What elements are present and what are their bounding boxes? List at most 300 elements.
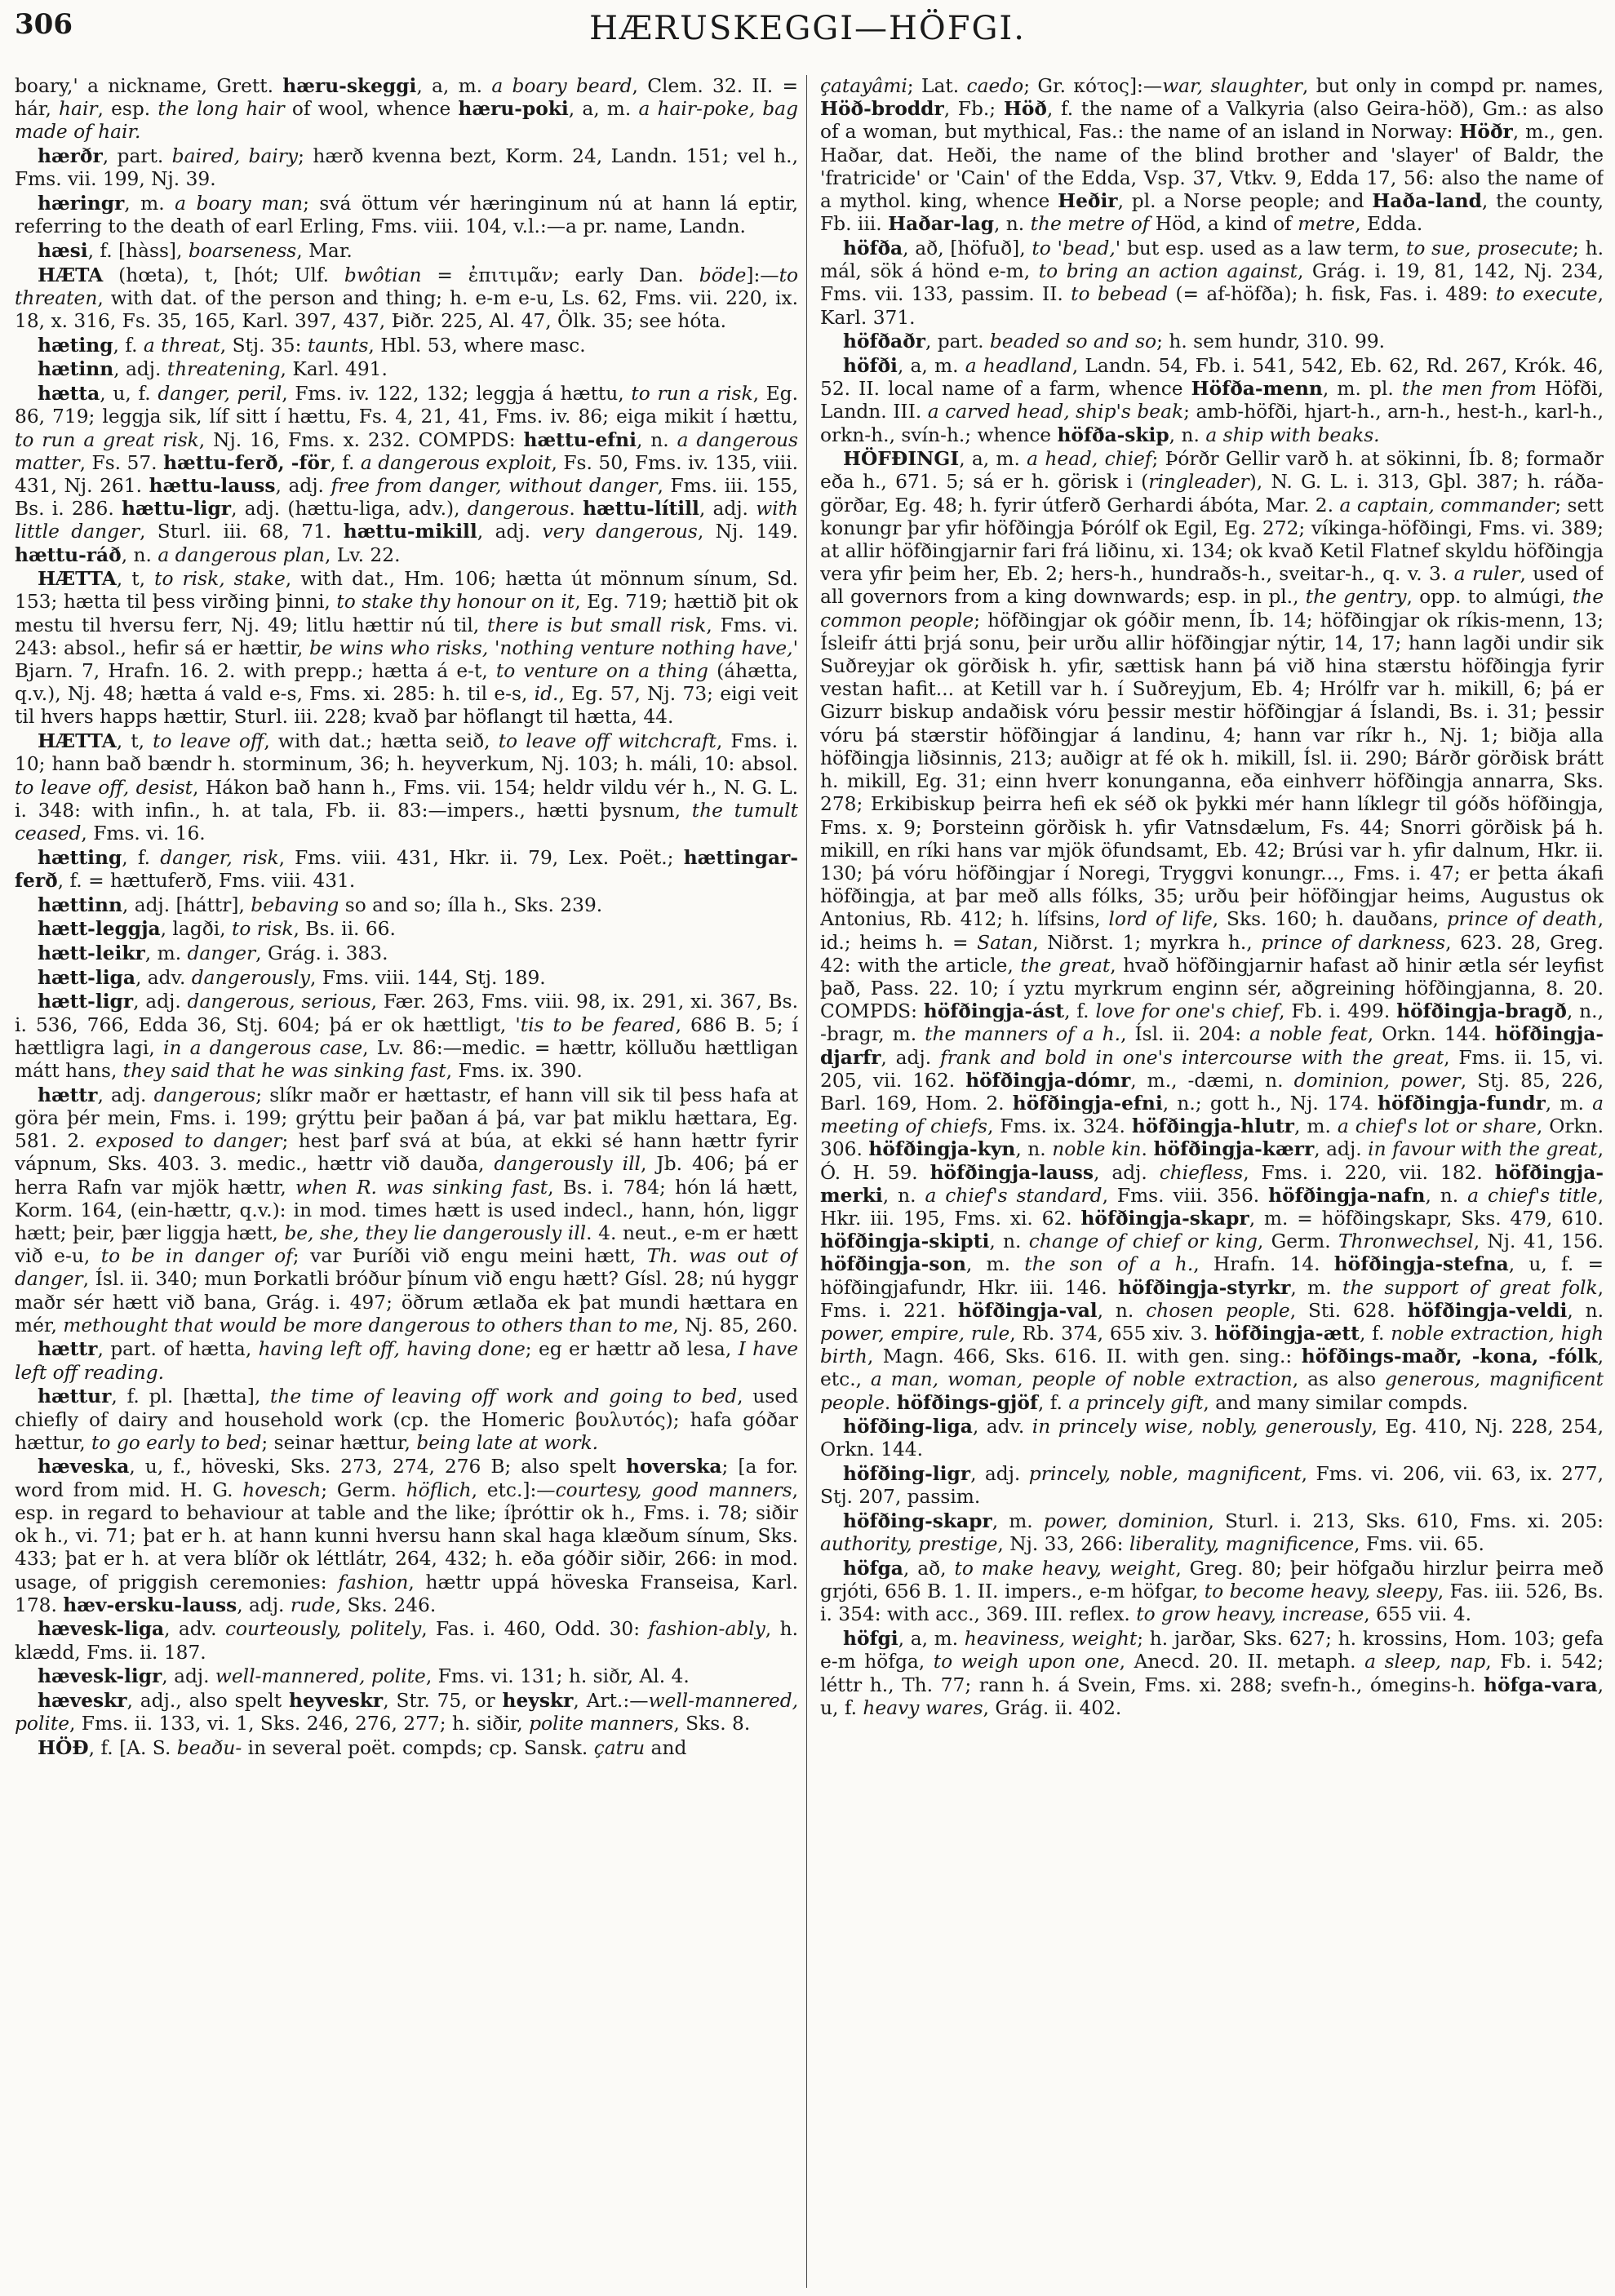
gloss-text: beaded so and so [989,330,1157,353]
entry-text: , adj. [1094,1161,1160,1184]
gloss-text: a hair-poke, bag made of hair. [15,98,798,144]
gloss-text: danger, risk [160,846,279,869]
dictionary-entry [820,237,1604,330]
column-divider [806,75,807,2288]
gloss-text: free from danger, without danger [331,474,658,497]
gloss-text: beaðu- [176,1736,242,1759]
entry-text: , 623. 28, Greg. 42: with the article, [820,931,1604,977]
gloss-text: hovesch [242,1478,322,1501]
entry-text: , m. [1293,1115,1338,1138]
gloss-text: a chief's lot or share [1337,1115,1537,1138]
dictionary-entry [15,1665,798,1688]
gloss-text: lord of life [1108,908,1213,931]
headword: hættr [38,1084,98,1106]
entry-text: , Orkn. 306. [820,1115,1604,1161]
gloss-text: baired, bairy [171,145,299,168]
headword: hættingar-ferð [15,846,798,892]
entry-text: , used chiefly of dairy and household work (cp. the Homeric βουλυτός); hafa góðar hættur, [15,1385,798,1454]
dictionary-entry [15,383,798,567]
entry-text: , m. = höfðingskapr, Sks. 479, 610. [1249,1207,1604,1230]
entry-text: , Hkr. iii. 195, Fms. xi. 62. [820,1184,1604,1230]
gloss-text: generous, magnificent people [820,1368,1604,1414]
entry-text: , with dat., Hm. 106; hætta út mönnum sínum, Sd. 153; hætta til þess virðing þinni, [15,568,798,614]
dictionary-entry [15,1456,798,1616]
entry-text: , Ísl. ii. 340; mun Þorkatli bróður þínum við engu hætt? Gísl. 28; nú hyggr maðr sér hætt við bana, Grág. i. 497; öðrum ætlaða ek þat mundi hættara en mér, [15,1268,798,1336]
headword: hæveska [38,1456,130,1478]
entry-text: , Landn. 54, Fb. i. 541, 542, Eb. 62, Rd. 267, Krók. 46, 52. II. local name of a farm, whence [820,354,1604,401]
entry-text: , adj. [275,474,331,497]
gloss-text: a sleep, nap [1364,1651,1486,1673]
headword: höfðingja-hlutr [1131,1115,1294,1138]
entry-text: , pl. a Norse people; and [1117,190,1373,213]
headword: höfðingja-merki [820,1161,1604,1207]
gloss-text: dangerous, serious [187,991,371,1013]
gloss-text: danger [187,942,256,965]
entry-text: , Fms. viii. 356. [1102,1184,1269,1207]
gloss-text: rude [290,1593,335,1616]
dictionary-entry [15,1385,798,1455]
gloss-text: Thronwechsel [1338,1230,1474,1253]
headword: HÆTTA [38,730,117,753]
gloss-text: id. [534,683,559,706]
gloss-text: a princely gift [1068,1391,1204,1414]
gloss-text: love for one's chief [1095,1000,1280,1023]
headword: höfðing-ligr [843,1463,971,1486]
headword: hoverska [626,1456,722,1478]
gloss-text: power, empire, rule [820,1322,1010,1345]
entry-text: , a, m. [898,1628,965,1651]
entry-text: , n. [1015,1138,1053,1161]
gloss-text: höflich [406,1478,472,1501]
headword: HÆTTA [38,568,117,591]
entry-text: , Str. 75, or [383,1690,503,1713]
entry-text: (hœta), t, [hót; Ulf. [103,264,344,286]
entry-text: , að, [903,1558,955,1580]
headword: höfðingja-skipti [820,1230,990,1253]
gloss-text: well-mannered, polite [15,1690,798,1735]
headword: hætting [38,846,122,869]
entry-text: , Hrafn. 14. [1193,1253,1334,1276]
gloss-text: danger, peril [158,383,282,406]
entry-text: , adj. [97,1084,154,1106]
entry-text: , Sks. 8. [673,1713,751,1735]
headword: hættur [38,1385,112,1408]
headword: hætt-liga [38,966,135,989]
entry-text: (áhætta, q.v.), Nj. 48; hætta á vald e-s, Fms. xi. 285: h. til e-s, [15,660,798,706]
entry-text: , m., gen. Haðar, dat. Heði, the name of the blind brother and 'slayer' of Baldr, the 'fratricide' or 'Cain' of the Edda, Vsp. 37, Vtkv. 9, Edda 17, 56: also the name of a mythol. king, whence [820,121,1604,213]
headword: hættu-lítill [583,498,699,521]
dictionary-entry [15,335,798,357]
entry-text: ; Lat. [907,75,967,97]
gloss-text: liberality, magnificence [1129,1533,1355,1556]
gloss-text: being late at work. [416,1431,598,1454]
headword: HÖFÐINGI [843,448,960,471]
entry-text: , and many similar compds. [1203,1391,1469,1414]
gloss-text: a boary man [175,193,304,215]
entry-text: , Fms. iv. 122, 132; leggja á hættu, [282,383,632,406]
entry-text: , Art.:— [573,1690,649,1713]
entry-text: , adj., also spelt [126,1690,289,1713]
headword: Höðr [1459,121,1513,144]
entry-text: , f. [1037,1391,1069,1414]
entry-text: , u, f. [100,383,158,406]
gloss-text: a man, woman, people of noble extraction [870,1368,1293,1391]
headword: hæru-skeggi [282,75,417,97]
entry-text: , Fms. ix. 324. [987,1115,1132,1138]
gloss-text: to 'bead,' [1032,237,1121,259]
gloss-text: böde [699,264,747,286]
headword: Höð-broddr [820,98,944,121]
entry-text: , Lv. 22. [324,543,401,566]
headword: hætinn [38,358,114,381]
dictionary-entry [15,75,798,144]
entry-text: , adj. [477,521,543,543]
gloss-text: the support of great folk [1342,1276,1598,1299]
entry-text: , Mar. [296,239,353,262]
headword: höfðings-maðr, -kona, -fólk [1301,1345,1598,1368]
entry-text: , adj. [881,1046,940,1069]
entry-text: , a, m. [897,354,965,377]
entry-text: , h. klædd, Fms. ii. 187. [15,1618,798,1664]
headword: Haðar-lag [888,213,994,236]
gloss-text: a dangerous matter [15,428,798,474]
entry-text: , Clem. 32. II. = hár, [15,75,798,121]
gloss-text: a dangerous plan [158,543,325,566]
entry-text: , adj. (hættu-liga, adv.), [231,498,468,521]
entry-text: , as also [1292,1368,1386,1391]
headword: höfðingja-veldi [1407,1299,1568,1322]
gloss-text: to become heavy, sleepy [1204,1580,1438,1603]
entry-text: , adj. [1314,1138,1369,1161]
entry-text: , lagði, [160,918,232,941]
entry-text: ; hest þarf svá at búa, at ekki sé hann hættr fyrir vápnum, Sks. 403. 3. medic., hættr við dauða, [15,1130,798,1176]
gloss-text: threatening [166,358,281,381]
entry-text: , f. [A. S. [88,1736,177,1759]
headword: höfga [843,1558,903,1580]
dictionary-entry [15,358,798,381]
entry-text: , Rb. 374, 655 xiv. 3. [1009,1322,1215,1345]
headword: hættr [38,1338,98,1361]
gloss-text: Satan [977,931,1033,954]
gloss-text: courtesy, good manners [555,1478,792,1501]
entry-text: . [569,498,583,521]
entry-text: . 4. neut., e-m er hætt við e-u, [15,1221,798,1268]
gloss-text: to run a great risk [15,428,199,451]
right-column [820,75,1604,2296]
gloss-text: courteously, politely [224,1618,422,1641]
headword: hæringr [38,193,125,215]
gloss-text: a meeting of chiefs [820,1092,1604,1138]
left-column [15,75,798,2296]
entry-text: , Sti. 628. [1289,1299,1408,1322]
entry-text: ; Germ. [321,1478,406,1501]
entry-text: in several poët. compds; cp. Sansk. [242,1736,594,1759]
entry-text: ; hærð kvenna bezt, Korm. 24, Landn. 151; vel h., Fms. vii. 199, Nj. 39. [15,145,798,191]
gloss-text: they said that he was sinking fast [122,1060,446,1083]
gloss-text: exposed to danger [95,1130,282,1153]
gloss-text: fashion [338,1571,409,1593]
entry-text: , Eg. 410, Nj. 228, 254, Orkn. 144. [820,1416,1604,1461]
entry-text: boary,' a nickname, Grett. [15,75,283,97]
entry-text: , f. [1064,1000,1096,1023]
headword: hætt-leikr [38,942,145,965]
headword: heyskr [502,1690,574,1713]
gloss-text: the time of leaving off work and going to bed [270,1385,738,1408]
gloss-text: dominion, power [1293,1069,1461,1092]
gloss-text: to leave off [153,730,264,753]
headword: höfðingja-efni [1012,1092,1163,1115]
entry-text: , Bs. ii. 66. [293,918,396,941]
dictionary-entry [15,847,798,893]
entry-text: , Sks. 160; h. dauðans, [1212,908,1447,931]
headword: hæting [38,334,113,357]
entry-text: , að, [höfuð], [903,237,1032,259]
entry-text: , Fms. i. 220, vii. 182. [1243,1161,1495,1184]
entry-text: , m. pl. [1322,378,1402,401]
entry-text: , Fms. vi. 131; h. siðr, Al. 4. [425,1665,690,1688]
headword: höfðingja-stefna [1333,1253,1509,1276]
headword: höfðingja-bragð [1396,1000,1567,1023]
entry-text: , esp. in regard to behaviour at table and the like; íþróttir ok h., Fms. i. 78; siðir ok h., vi. 71; þat er h. at hann kunni hversu hann skal haga klæðum sínum, Sks. 433; þat er h. at vera blíðr ok léttlátr, 264, 432; h. eða góðir siðir, 266: in mod. usage, of priggish ceremonies: [15,1478,798,1593]
entry-text: , m. [144,942,188,965]
entry-text: , u, f. = höfðingjafundr, Hkr. iii. 146. [820,1253,1604,1299]
entry-text: Höfði, Landn. III. [820,378,1604,423]
entry-text: , Fms. vii. 65. [1354,1533,1484,1556]
dictionary-entry [820,448,1604,1415]
gloss-text: to be in danger of [100,1245,293,1268]
gloss-text: boarseness [188,239,297,262]
entry-text: ; slíkr maðr er hættastr, ef hann vill sik til þess hafa at göra þér mein, Fms. i. 199; grýttu þeir þaðan á þá, var þat miklu hættara, Eg. 581. 2. [15,1084,798,1153]
gloss-text: I have left off reading. [15,1338,798,1384]
entry-text: , 686 B. 5; í hættligra lagi, [15,1013,798,1059]
entry-text: , n. [1097,1299,1147,1322]
entry-text: , f. [113,334,144,357]
entry-text: , n. [882,1184,925,1207]
headword: höfðingja-skapr [1080,1207,1249,1230]
headword: Haða-land [1372,190,1482,213]
headword: Höð [1003,98,1047,121]
dictionary-entry [820,1416,1604,1461]
gloss-text: to bring an action against [1038,260,1298,283]
dictionary-entry [15,967,798,990]
gloss-text: methought that would be more dangerous to others than to me [63,1314,673,1336]
gloss-text: to venture on a thing [495,660,708,683]
entry-text: , Bs. i. 784; hón lá hætt, Korm. 164, (ein-hættr, q.v.): in mod. times hætt is used indecl., hann, hón, liggr hætt; þeir, þær liggja hætt, [15,1176,798,1244]
gloss-text: the tumult ceased [15,799,798,844]
entry-text: , Fms. iii. 155, Bs. i. 286. [15,474,798,521]
entry-text: , Karl. 371. [820,283,1604,329]
gloss-text: a captain, commander [1339,494,1555,516]
entry-text: , Sturl. i. 213, Sks. 610, Fms. xi. 205: [1208,1510,1604,1533]
gloss-text: to grow heavy, increase [1136,1603,1364,1626]
gloss-text: the metre of [1030,213,1150,236]
headword: höfðingja-nafn [1268,1184,1426,1207]
entry-text: , adj. [113,358,167,381]
entry-text: , m., -dæmi, n. [1130,1069,1294,1092]
dictionary-entry [15,942,798,965]
headword: höfðingja-fundr [1378,1092,1546,1115]
entry-text: , Fms. i. 221. [820,1276,1604,1322]
entry-text: and [645,1736,687,1759]
dictionary-entry [820,1558,1604,1627]
entry-text: , Edda. [1355,213,1423,236]
entry-text: so and so; ílla h., Sks. 239. [339,893,603,916]
headword: HÆTA [38,264,104,286]
entry-text: ; höfðingjar ok góðir menn, Íb. 14; höfðingjar ok ríkis-menn, 13; Ísleifr átti þrjá sonu, þeir urðu allir höfðingjar nýtir, 14, 17; hann lagði undir sik Suðreyjar ok görðisk h. yfir, sættisk hann þá við hina stærstu höfðingja fyrir vestan hafit... at Ketill var h. í Suðreyjum, Eb. 4; Hrólfr var h. mikill, 6; þá er Gizurr biskup andaðisk vóru þessir mestir höfðingjar á Íslandi, Bs. i. 31; þessir vóru þá stærstir höfðingjar á landinu, 4; hann var ríkr h., Nj. 1; biðja alla höfðingja liðsinnis, 213; auðigr at fé ok h. mikill, Ísl. ii. 290; Bárðr görðisk brátt h. mikill, Eg. 31; einn hverr konunganna, eða einhverr höfðingja annarra, Sks. 278; Erkibiskup þeirra hefi ek séð ok þykki mér hann líklegr til góðs höfðingja, Fms. x. 9; Þorsteinn görðisk h. yfir Vatnsdælum, Fs. 44; Snorri görðisk þá h. mikill, en ríki hans var mjök öfundsamt, Eb. 42; Brúsi var h. yfir dalnum, Hkr. ii. 130; þá vóru höfðingjar í Noregi, Tryggvi konungr..., Fms. i. 47; er þetta ákafi höfðingja, at þar með alls fólks, 35; urðu þeir höfðingjar heims, Augustus ok Antonius, Rb. 412; h. lífsins, [820,609,1604,931]
entry-text: , Fb. i. 499. [1279,1000,1397,1023]
entry-text: , n. [993,213,1031,236]
entry-text: ; Gr. κότος]:— [1023,75,1163,97]
running-title: HÆRUSKEGGI—HÖFGI. [589,10,1026,47]
entry-text: (= af-höfða); h. fisk, Fas. i. 489: [1168,283,1496,306]
headword: höfða-skip [1057,423,1169,446]
entry-text: , Hbl. 53, where masc. [368,334,586,357]
entry-text: , n. [989,1230,1029,1253]
entry-text: , u, f. [820,1673,1604,1719]
headword: hættinn [38,893,122,916]
entry-text: , Lv. 86:—medic. = hættr, kölluðu hættligan mátt hans, [15,1036,798,1083]
entry-text: , Jb. 406; þá er herra Rafn var mjök hættr, [15,1153,798,1199]
entry-text: , Fms. vi. 16. [81,822,206,844]
entry-text: but esp. used as a law term, [1120,237,1406,259]
dictionary-entry [15,918,798,941]
entry-text: , m. [992,1510,1044,1533]
headword: hættu-lauss [149,474,276,497]
gloss-text: a chief's standard [925,1184,1103,1207]
entry-text: , Germ. [1257,1230,1338,1253]
gloss-text: bwôtian [344,264,422,286]
gloss-text: dangerous [467,498,570,521]
headword: HÖÐ [38,1736,89,1759]
entry-text: ; sett konungr þar yfir höfðingja Þórólf ok Egil, Eg. 272; víkinga-höfðingi, Fms. vi. 389; at allir höfðingjarnir fari frá liðinu, xi. 134; ok kvað Ketil Flatnef skyldu höfðingja vera yfir þeim her, Eb. 2; hers-h., hundraðs-h., sveitar-h., q. v. 3. [820,494,1604,586]
headword: hæveskr [38,1690,127,1713]
dictionary-entry [820,355,1604,447]
entry-text: , Magn. 466, Sks. 616. II. with gen. sing.: [867,1345,1302,1368]
dictionary-entry [15,730,798,845]
entry-text: , with dat.; hætta seið, [264,730,499,753]
dictionary-entry [820,75,1604,236]
entry-text: ; seinar hættur, [261,1431,417,1454]
entry-text: , 655 vii. 4. [1364,1603,1472,1626]
headword: höfðaðr [843,330,925,353]
entry-text: , a, m. [416,75,492,97]
entry-text: Bjarn. 7, Hrafn. 16. 2. with prepp.; hætta á e-t, [15,660,496,683]
gloss-text: caedo [966,75,1024,97]
headword: höfga-vara [1484,1673,1598,1696]
dictionary-entry [15,1338,798,1384]
gloss-text: to go early to bed [91,1431,262,1454]
entry-text: , adj. [699,498,756,521]
entry-text: , adj. [háttr], [122,893,251,916]
entry-text: ; amb-höfði, hjart-h., arn-h., hest-h., karl-h., orkn-h., svín-h.; whence [820,401,1604,446]
gloss-text: in princely wise, nobly, generously [1032,1416,1372,1438]
entry-text: . [1141,1138,1154,1161]
dictionary-entry [15,1084,798,1337]
dictionary-entry [15,264,798,334]
gloss-text: a dangerous exploit [360,451,552,474]
headword: höfðingja-val [957,1299,1098,1322]
entry-text: Höd, a kind of [1149,213,1298,236]
entry-text: , Hákon bað hann h., Fms. vii. 154; heldr vildu vér h., N. G. L. i. 348: with infin., h. at tala, Fb. ii. 83:—impers., hætti þysnum, [15,776,798,822]
entry-text: , Fms. vi. 206, vii. 63, ix. 277, Stj. 207, passim. [820,1463,1604,1509]
dictionary-entry [820,1510,1604,1556]
gloss-text: noble extraction, high birth [820,1322,1604,1368]
gloss-text: the common people [820,586,1604,632]
gloss-text: to run a risk [631,383,753,406]
dictionary-entry [15,1737,798,1760]
headword: hættu-efni [523,428,637,451]
headword: hævesk-ligr [38,1665,162,1688]
entry-text: , Orkn. 144. [1367,1023,1495,1046]
gloss-text: the long hair [158,98,285,121]
entry-text: , u, f., höveski, Sks. 273, 274, 276 B; also spelt [129,1456,627,1478]
headword: hættu-ligr [122,498,232,521]
entry-text: , n. [636,428,677,451]
gloss-text: to execute [1495,283,1598,306]
dictionary-entry [15,1618,798,1664]
headword: höfðingja-ætt [1214,1322,1360,1345]
dictionary-entry [15,145,798,191]
gloss-text: a carved head, ship's beak [927,401,1184,423]
entry-text: , hættr uppá höveska Franseisa, Karl. 178. [15,1571,798,1616]
gloss-text: bebaving [251,893,339,916]
entry-text: , n., -bragr, m. [820,1000,1604,1046]
entry-text: , esp. [97,98,158,121]
dictionary-entry [15,991,798,1083]
dictionary-entry [15,894,798,917]
page-header [0,0,1615,57]
gloss-text: to sue, prosecute [1405,237,1573,259]
entry-text: , a, m. [568,98,639,121]
entry-text: , n. [1567,1299,1604,1322]
entry-text: , adv. [972,1416,1032,1438]
entry-text: , Nj. 149. [697,521,798,543]
entry-text: , Fms. ii. 133, vi. 1, Sks. 246, 276, 277; h. siðir, [69,1713,530,1735]
headword: höfðing-skapr [843,1510,992,1533]
headword: höfðingja-lauss [930,1161,1094,1184]
entry-text: , Stj. 35: [220,334,308,357]
entry-text: , Fær. 263, Fms. viii. 98, ix. 291, xi. 367, Bs. i. 536, 766, Edda 36, Stj. 604; þá er ok hættligt, [15,991,798,1036]
entry-text: , the county, Fb. iii. [820,190,1604,236]
entry-text: , Fs. 50, Fms. iv. 135, viii. 431, Nj. 261. [15,451,798,497]
dictionary-entry [15,193,798,238]
gloss-text: dangerous [153,1084,256,1106]
gloss-text: the gentry [1305,586,1407,609]
entry-text: , a, m. [959,448,1027,471]
entry-text: , Grág. i. 19, 81, 142, Nj. 234, Fms. vii. 133, passim. II. [820,260,1604,306]
entry-text: = ἐπιτιμᾶν; early Dan. [421,264,699,286]
gloss-text: a threat [143,334,220,357]
entry-text: , adj. [237,1593,291,1616]
gloss-text: to stake thy honour on it [336,591,575,614]
entry-text: , Fms. ix. 390. [446,1060,583,1083]
entry-text: , f. the name of a Valkyria (also Geira-höð), Gm.: as also of a woman, but mythical, Fas.: the name of an island in Norway: [820,98,1604,144]
entry-text: ; eg er hættr að lesa, [525,1338,739,1361]
gloss-text: the great [1020,954,1111,977]
entry-text: , used of all governors from a king downwards; esp. in pl., [820,563,1604,609]
entry-text: ; var Þuríði við engu meini hætt, [292,1245,647,1268]
entry-text: ]:— [746,264,779,286]
entry-text: ; Þórðr Gellir varð h. at sökinni, Íb. 8; formaðr eða h., 671. 5; sá er h. görisk i ( [820,448,1604,494]
entry-text: , adv. [164,1618,225,1641]
entry-text: , Fms. viii. 431, Hkr. ii. 79, Lex. Poët.; [278,846,684,869]
gloss-text: to leave off witchcraft [498,730,717,753]
entry-text: , m. [1545,1092,1593,1115]
gloss-text: a headland [965,354,1072,377]
entry-text: , adj. [970,1463,1029,1486]
entry-text: , n. [1425,1184,1468,1207]
headword: höfði [843,354,898,377]
